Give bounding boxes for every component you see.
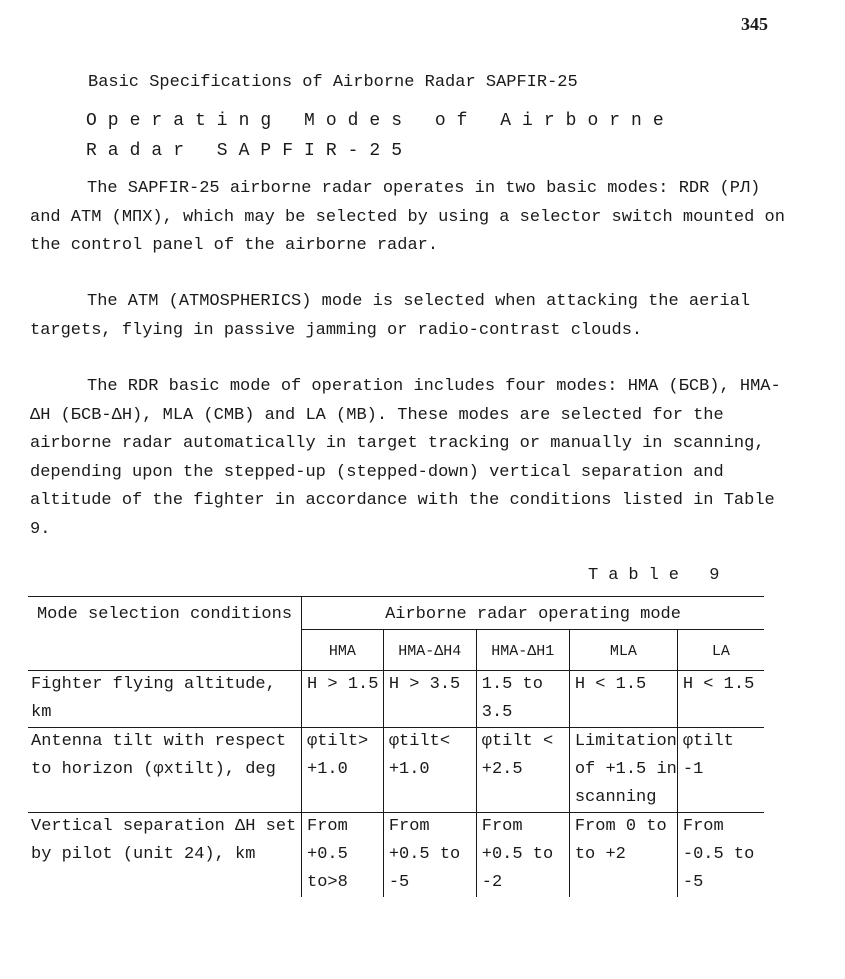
section-heading-line-2: Radar SAPFIR-25 [86, 141, 414, 161]
row-label: Fighter flying altitude, km [31, 675, 276, 722]
paragraph-text: The SAPFIR-25 airborne radar operates in two basic modes: RDR (РЛ) and ATM (МПХ), which may be selected by using a selector switch mounted on the control panel of the airborne radar. [30, 179, 785, 256]
mode-header: HMA-ΔH4 [383, 630, 476, 671]
table-cell: From -0.5 to -5 [677, 813, 764, 898]
mode-header: LA [677, 630, 764, 671]
table-cell: H < 1.5 [569, 671, 677, 728]
table-row [28, 813, 764, 898]
document-title: Basic Specifications of Airborne Radar SAPFIR-25 [88, 73, 578, 92]
table-cell: φtilt> +1.0 [302, 728, 384, 813]
table-caption: Table 9 [588, 566, 730, 585]
table-cell: From 0 to to +2 [569, 813, 677, 898]
table-cell: H < 1.5 [677, 671, 764, 728]
table-cell: Limitation of +1.5 in scanning [569, 728, 677, 813]
table-cell: From +0.5 to -5 [383, 813, 476, 898]
specification-table [28, 596, 764, 897]
page-number: 345 [741, 14, 768, 34]
row-label: Antenna tilt with respect to horizon (φxtilt), deg [31, 732, 287, 779]
table-cell: φtilt< +1.0 [383, 728, 476, 813]
table-cell: φtilt -1 [677, 728, 764, 813]
table-cell: 1.5 to 3.5 [476, 671, 569, 728]
table-row [28, 671, 764, 728]
paragraph-text: The RDR basic mode of operation includes four modes: HMA (БСВ), HMA-ΔH (БСВ-ΔH), MLA (СМВ) and LA (МВ). These modes are selected for the airborne radar automatically in target tracking or manually in scanning, depending upon the stepped-up (stepped-down) vertical separation and altitude of the fighter in accordance with the conditions listed in Table 9. [30, 377, 781, 539]
header-operating-mode: Airborne radar operating mode [302, 597, 764, 630]
table-cell: φtilt < +2.5 [476, 728, 569, 813]
header-mode-selection-conditions: Mode selection conditions [28, 597, 302, 671]
table-row [28, 728, 764, 813]
table-cell: H > 3.5 [383, 671, 476, 728]
row-label: Vertical separation ΔH set by pilot (unit 24), km [31, 817, 297, 864]
mode-header: HMA-ΔH1 [476, 630, 569, 671]
paragraph-modes [30, 175, 790, 261]
section-heading-line-1: Operating Modes of Airborne [86, 111, 675, 131]
paragraph-rdr [30, 373, 790, 545]
paragraph-text: The ATM (ATMOSPHERICS) mode is selected when attacking the aerial targets, flying in passive jamming or radio-contrast clouds. [30, 292, 751, 340]
table-cell: H > 1.5 [302, 671, 384, 728]
paragraph-atm [30, 288, 790, 345]
mode-header: HMA [302, 630, 384, 671]
table-cell: From +0.5 to>8 [302, 813, 384, 898]
mode-header: MLA [569, 630, 677, 671]
table-cell: From +0.5 to -2 [476, 813, 569, 898]
